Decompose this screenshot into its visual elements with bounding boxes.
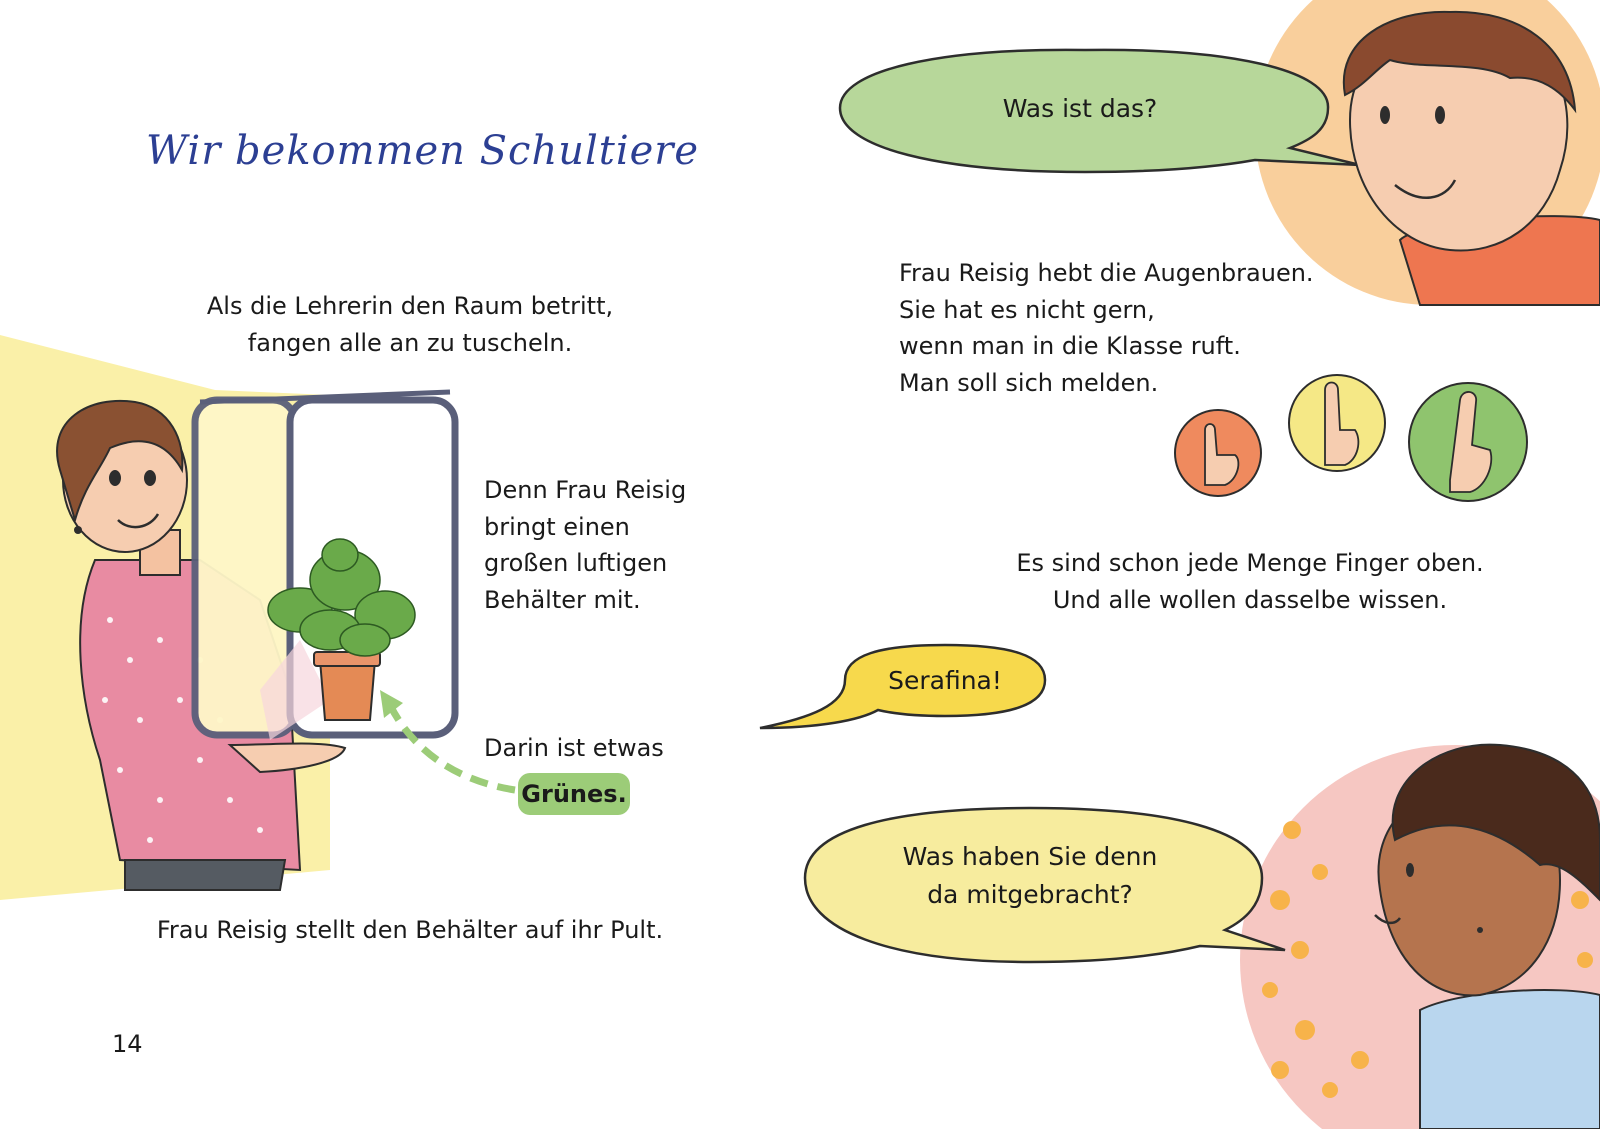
intro-line: Als die Lehrerin den Raum betritt, [206, 292, 614, 320]
page-title: Wir bekommen Schultiere [146, 128, 700, 174]
container-line: Denn Frau Reisig [484, 476, 687, 504]
inside-text: Darin ist etwas [484, 734, 664, 762]
container-line: großen luftigen [484, 549, 668, 577]
gruenes-highlight: Grünes. [518, 773, 630, 815]
intro-line: fangen alle an zu tuscheln. [247, 328, 573, 357]
eyebrow-line: Sie hat es nicht gern, [899, 295, 1155, 324]
eyebrow-line: Frau Reisig hebt die Augenbrauen. [899, 259, 1314, 287]
page-number: 14 [112, 1030, 143, 1058]
intro-paragraph [180, 288, 640, 361]
bubble-ask-line: Was haben Sie denn [902, 842, 1158, 871]
container-line: bringt einen [484, 512, 630, 541]
eyebrow-line: wenn man in die Klasse ruft. [899, 332, 1241, 360]
eyebrow-paragraph [899, 255, 1339, 401]
container-line: Behälter mit. [484, 585, 641, 614]
bubble-question-text: Was ist das? [1002, 94, 1158, 123]
bubble-ask-text [850, 838, 1210, 914]
fingers-paragraph [1000, 545, 1500, 618]
bottom-paragraph: Frau Reisig stellt den Behälter auf ihr Pult. [156, 916, 664, 944]
bubble-ask-line: da mitgebracht? [927, 880, 1133, 909]
bubble-name-text: Serafina! [888, 666, 1002, 695]
fingers-line: Es sind schon jede Menge Finger oben. [1016, 549, 1484, 577]
eyebrow-line: Man soll sich melden. [899, 368, 1159, 397]
fingers-line: Und alle wollen dasselbe wissen. [1052, 585, 1448, 614]
container-paragraph [484, 472, 714, 618]
